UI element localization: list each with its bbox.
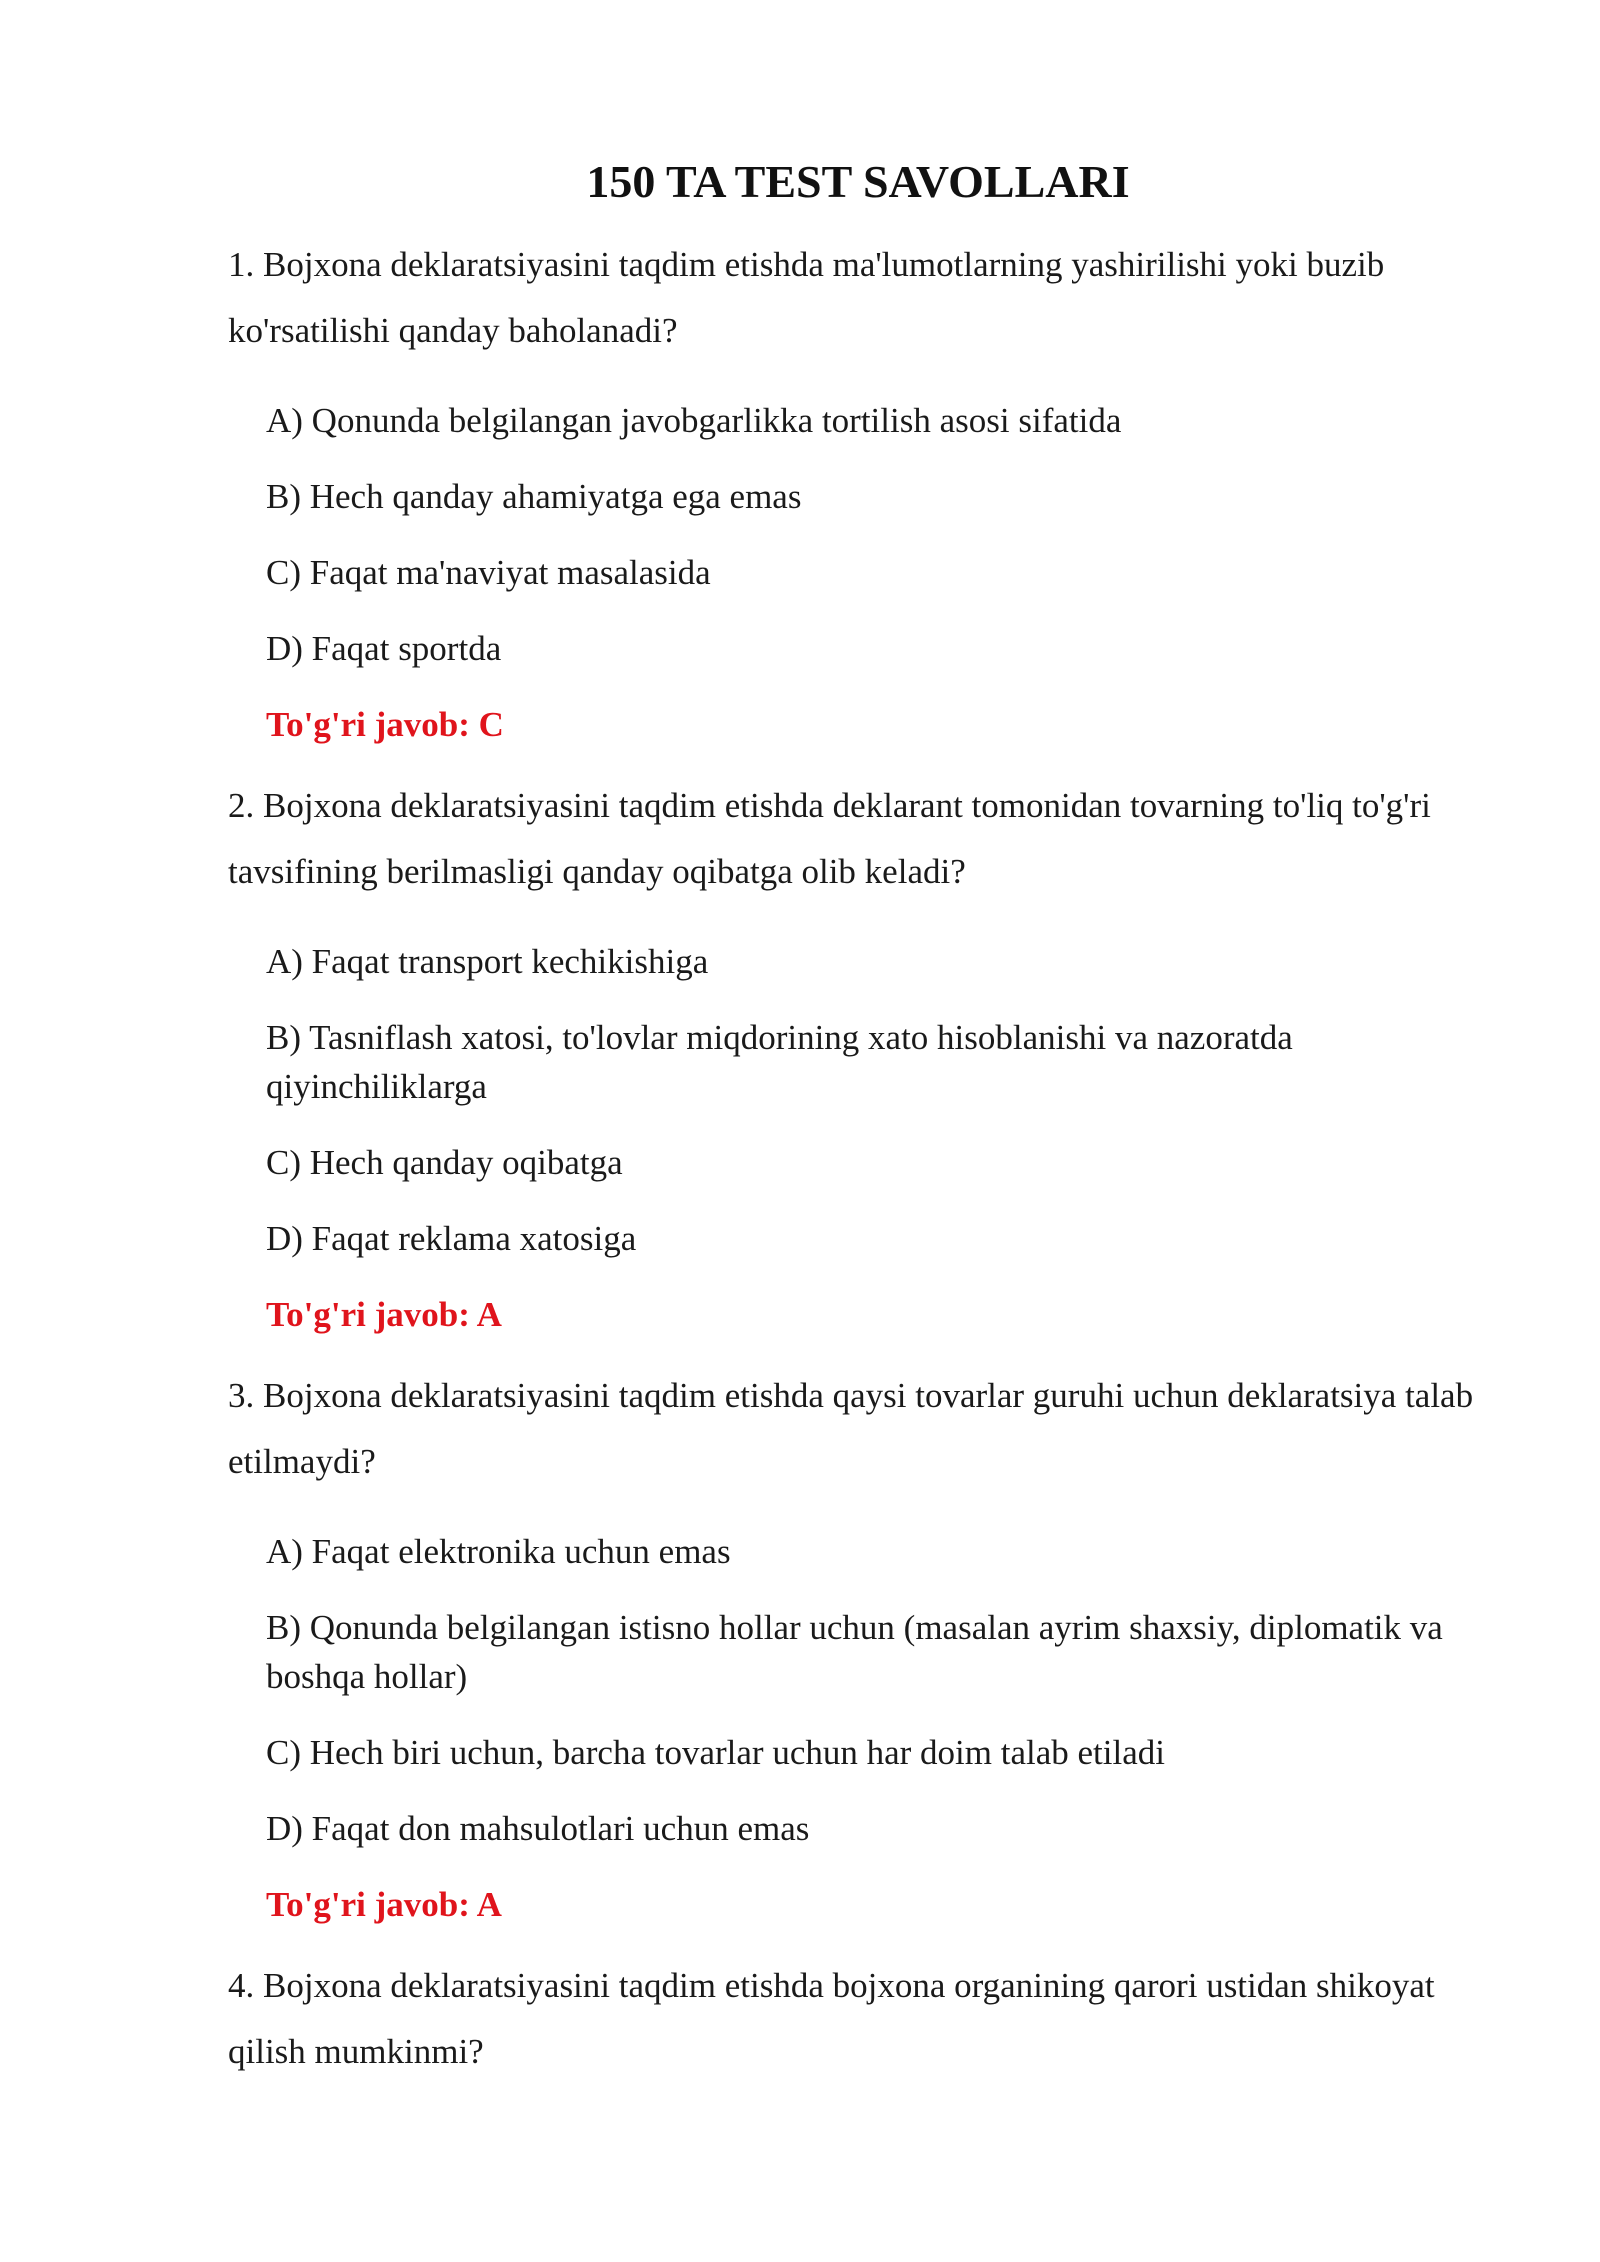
question-1-option-b: B) Hech qanday ahamiyatga ega emas [266, 477, 802, 516]
question-2-option-c: C) Hech qanday oqibatga [266, 1143, 623, 1182]
question-1-option-a: A) Qonunda belgilangan javobgarlikka tortilish asosi sifatida [266, 401, 1122, 440]
question-4-text: 4. Bojxona deklaratsiyasini taqdim etishda bojxona organining qarori ustidan shikoyat qilish mumkinmi? [228, 1966, 1435, 2071]
question-2-text: 2. Bojxona deklaratsiyasini taqdim etishda deklarant tomonidan tovarning to'liq to'g'ri tavsifining berilmasligi qanday oqibatga olib keladi? [228, 786, 1431, 891]
question-1-option-c: C) Faqat ma'naviyat masalasida [266, 553, 711, 592]
question-2-option-a: A) Faqat transport kechikishiga [266, 942, 709, 981]
question-3-text: 3. Bojxona deklaratsiyasini taqdim etishda qaysi tovarlar guruhi uchun deklaratsiya talab etilmaydi? [228, 1376, 1474, 1481]
question-3-option-a: A) Faqat elektronika uchun emas [266, 1532, 731, 1571]
question-1-text: 1. Bojxona deklaratsiyasini taqdim etishda ma'lumotlarning yashirilishi yoki buzib ko'rsatilishi qanday baholanadi? [228, 245, 1385, 350]
question-1-option-d: D) Faqat sportda [266, 629, 502, 668]
question-2-option-b: B) Tasniflash xatosi, to'lovlar miqdorining xato hisoblanishi va nazoratda qiyinchiliklarga [266, 1018, 1293, 1106]
question-3-option-b: B) Qonunda belgilangan istisno hollar uchun (masalan ayrim shaxsiy, diplomatik va boshqa hollar) [266, 1608, 1443, 1696]
question-1-answer: To'g'ri javob: C [266, 705, 504, 744]
question-3-option-c: C) Hech biri uchun, barcha tovarlar uchun har doim talab etiladi [266, 1733, 1165, 1772]
question-2-answer: To'g'ri javob: A [266, 1295, 502, 1334]
question-3-option-d: D) Faqat don mahsulotlari uchun emas [266, 1809, 810, 1848]
question-2-option-d: D) Faqat reklama xatosiga [266, 1219, 637, 1258]
page-title: 150 TA TEST SAVOLLARI [586, 156, 1130, 207]
question-3-answer: To'g'ri javob: A [266, 1885, 502, 1924]
